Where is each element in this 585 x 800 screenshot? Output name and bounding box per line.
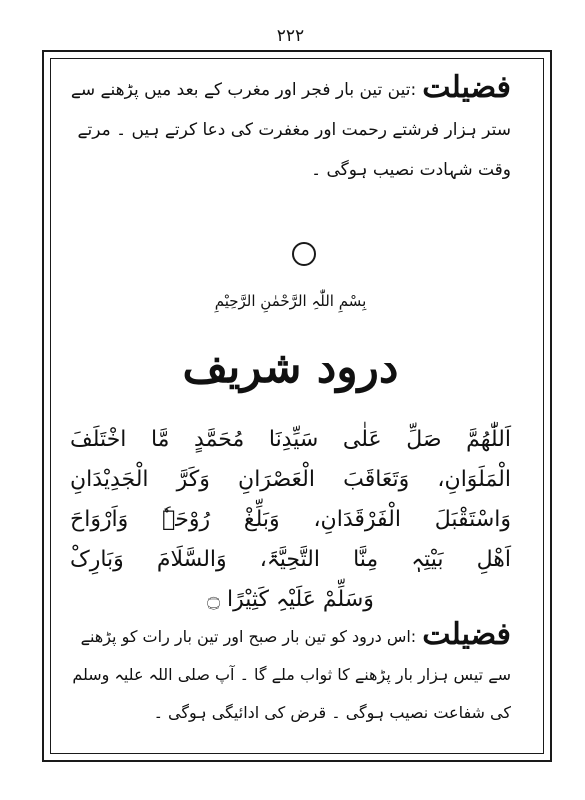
fazilat-heading-2: فضیلت <box>422 617 511 652</box>
fazilat-paragraph-1 <box>70 68 511 190</box>
durood-line: اَللّٰھُمَّ صَلِّ عَلٰی سَیِّدِنَا مُحَمَّدٍ مَّا اخْتَلَفَ <box>70 427 511 452</box>
durood-text <box>70 420 511 620</box>
durood-line: وَاسْتَقْبَلَ الْفَرْقَدَانِ، وَبَلِّغْ رُوْحَہٗ وَاَرْوَاحَ <box>70 507 511 532</box>
section-title: درود شریف <box>182 342 399 393</box>
book-page <box>12 12 569 786</box>
fazilat-text-1: :تین تین بار فجر اور مغرب کے بعد میں پڑھنے سے ستر ہزار فرشتے رحمت اور مغفرت کی دعا کرتے ہیں ۔ مرتے وقت شہادت نصیب ہوگی ۔ <box>70 80 511 180</box>
bismillah: بِسْمِ اللّٰہِ الرَّحْمٰنِ الرَّحِیْمِ <box>214 292 367 310</box>
durood-line: الْمَلَوَانِ، وَتَعَاقَبَ الْعَصْرَانِ وَکَرَّ الْجَدِیْدَانِ <box>70 467 511 492</box>
durood-line: اَھْلِ بَیْتِہٖ مِنَّا التَّحِیَّۃَ، وَالسَّلَامَ وَبَارِکْ <box>70 547 511 572</box>
fazilat-heading-1: فضیلت <box>422 70 511 105</box>
page-number: ۲۲۲ <box>276 26 305 46</box>
circle-ornament <box>292 242 316 266</box>
fazilat-text-2: :اس درود کو تین بار صبح اور تین بار رات کو پڑھنے سے تیس ہزار بار پڑھنے کا ثواب ملے گا ۔ آپ صلی اللہ علیہ وسلم کی شفاعت نصیب ہوگی ۔ قرض کی ادائیگی ہوگی ۔ <box>72 627 511 722</box>
durood-line: وَسَلِّمْ عَلَیْہِ کَثِیْرًا ۝ <box>207 587 374 612</box>
fazilat-paragraph-2 <box>70 616 511 732</box>
